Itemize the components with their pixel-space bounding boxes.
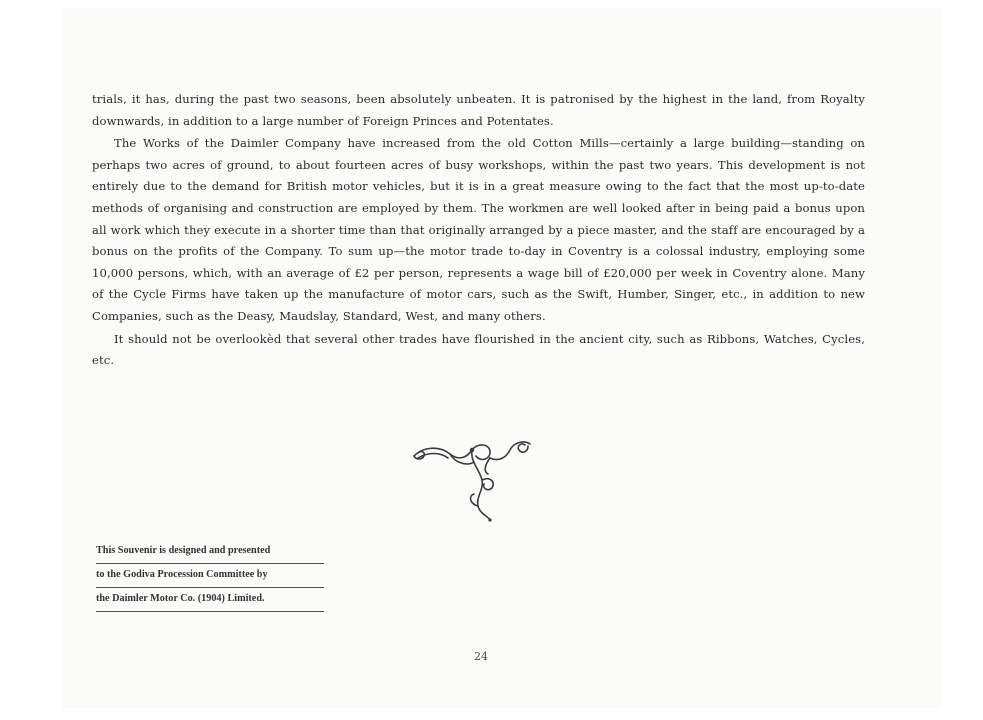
paragraph-works: The Works of the Daimler Company have increased from the old Cotton Mills—certainly a large building—standing on perhaps two acres of ground, to about fourteen acres of busy workshops, within the past two years. This development is not entirely due to the demand for British motor vehicles, but it is in a great measure owing to the fact that the most up-to-date methods of organising and construction are employed by them. The workmen are well looked after in being paid a bonus upon all work which they execute in a shorter time than that originally arranged by a piece master, and the staff are encouraged by a bonus on the profits of the Company. To sum up—the motor trade to-day in Coventry is a colossal industry, employing some 10,000 persons, which, with an average of £2 per person, represents a wage bill of £20,000 per week in Coventry alone. Many of the Cycle Firms have taken up the manufacture of motor cars, such as the Swift, Humber, Singer, etc., in addition to new Companies, such as the Deasy, Maudslay, Standard, West, and many others. (92, 136, 865, 323)
credit-block (96, 540, 324, 612)
credit-line: This Souvenir is designed and presented (96, 540, 324, 564)
credit-line: to the Godiva Procession Committee by (96, 564, 324, 588)
body-text (92, 89, 865, 372)
paragraph-other-trades: It should not be overlookèd that several other trades have flourished in the ancient city, such as Ribbons, Watches, Cycles, etc. (92, 331, 865, 368)
page-number: 24 (474, 650, 488, 663)
credit-line: the Daimler Motor Co. (1904) Limited. (96, 588, 324, 612)
floral-scroll-ornament-icon (410, 436, 534, 522)
paragraph-trials: trials, it has, during the past two seasons, been absolutely unbeaten. It is patronised by the highest in the land, from Royalty downwards, in addition to a large number of Foreign Princes and Potentates. (92, 92, 865, 128)
